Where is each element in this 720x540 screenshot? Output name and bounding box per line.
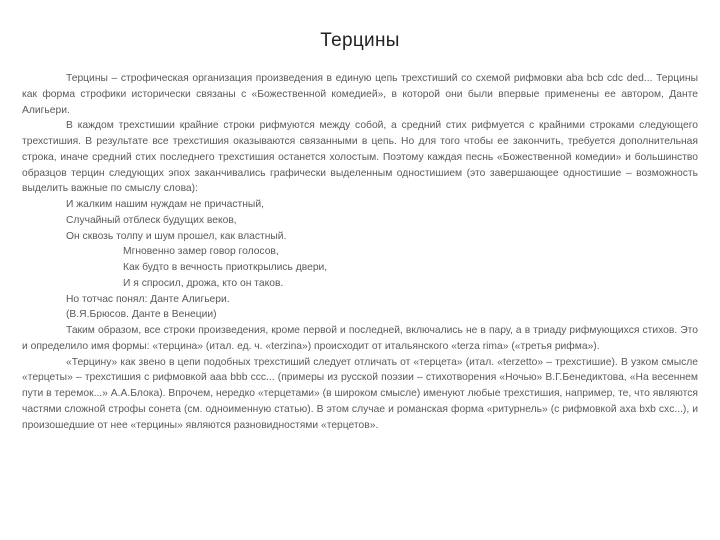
verse-line-3: Он сквозь толпу и шум прошел, как властный. <box>66 230 287 242</box>
paragraph-name-origin: Таким образом, все строки произведения, кроме первой и последней, включались не в пару, а в триаду рифмующихся стихов. Это и определило имя формы: «терцина» (итал. ед. ч. «terzina») происходит от итальянского «terza rima» («третья рифма»). <box>22 325 698 352</box>
paragraph-tercet: «Терцину» как звено в цепи подобных трехстиший следует отличать от «терцета» (итал. «terzetto» – трехстишие). В узком смысле «терцеты» – трехстишия с рифмовкой aaa bbb ccc... (примеры из русской поэзии – стихотворения «Ночью» В.Г.Бенедиктова, «На весеннем пути в теремок...» А.А.Блока). Впрочем, нередко «терцетами» (в широком смысле) именуют любые трехстишия, например, те, что являются частями сложной строфы сонета (см. одноименную статью). В этом случае и романская форма «ритурнель» (с рифмовкой axa bxb cxc...), и произошедшие от нее «терцины» являются разновидностями «терцетов». <box>22 356 698 431</box>
slide-body <box>22 71 698 433</box>
verse-line-4: Мгновенно замер говор голосов, <box>123 246 279 258</box>
paragraph-definition: Терцины – строфическая организация произведения в единую цепь трехстиший со схемой рифмовки aba bcb cdc ded... Терцины как форма строфики исторически связаны с «Божественной комедией», в которой они были впервые применены ее автором, Данте Алигьери. <box>22 73 698 116</box>
verse-line-7: Но тотчас понял: Данте Алигьери. <box>66 293 230 305</box>
verse-line-6: И я спросил, дрожа, кто он таков. <box>123 277 284 289</box>
slide-title: Терцины <box>320 30 400 51</box>
verse-line-1: И жалким нашим нуждам не причастный, <box>66 199 264 210</box>
paragraph-rhyme-chain: В каждом трехстишии крайние строки рифмуются между собой, а средний стих рифмуется с крайними строками следующего трехстишия. В результате все трехстишия оказываются связанными в цепь. Но для того чтобы ее закончить, требуется дополнительная строка, иначе средний стих последнего трехстишия останется холостым. Поэтому каждая песнь «Божественной комедии» и большинство образцов терцин следующих эпох заканчивались графически выделенным одностишием (это завершающее одностишие – возможность выделить важные по смыслу слова): <box>22 120 698 195</box>
verse-citation: (В.Я.Брюсов. Данте в Венеции) <box>66 309 217 321</box>
verse-line-2: Случайный отблеск будущих веков, <box>66 214 237 226</box>
verse-line-5: Как будто в вечность приоткрылись двери, <box>123 262 328 273</box>
